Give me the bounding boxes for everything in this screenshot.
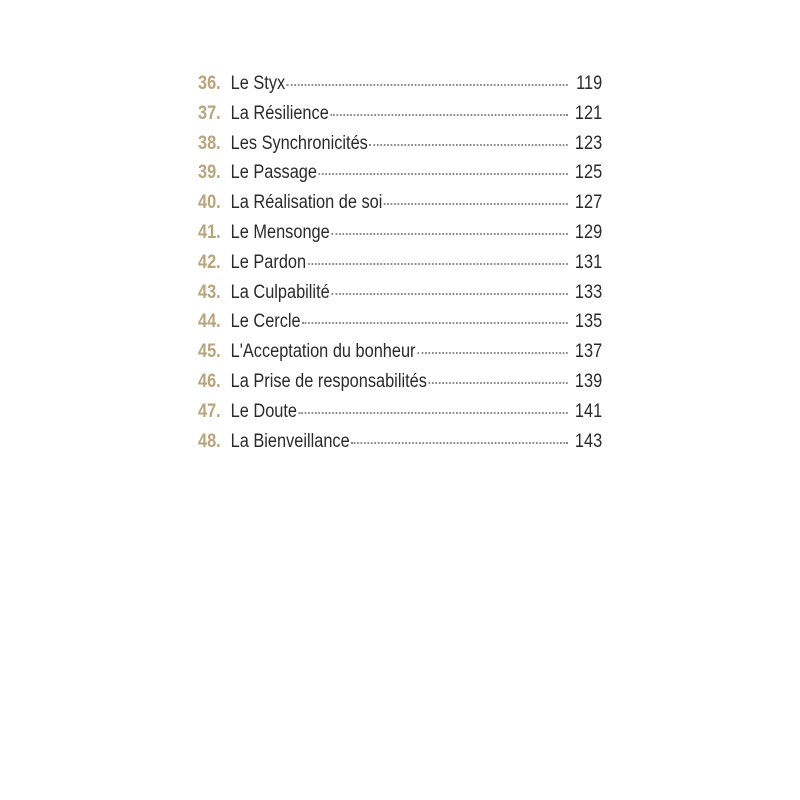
dot-leader (331, 233, 567, 235)
entry-page-number: 119 (576, 73, 603, 94)
entry-page-number: 135 (574, 311, 603, 333)
entry-number: 43. (198, 281, 221, 303)
entry-number: 40. (198, 192, 221, 214)
entry-title: Les Synchronicités (230, 132, 368, 154)
toc-entry[interactable] (198, 252, 602, 282)
entry-page-number: 127 (574, 192, 603, 214)
entry-title: La Résilience (230, 102, 329, 124)
toc-entry[interactable] (198, 282, 602, 312)
dot-leader (370, 144, 568, 146)
entry-page-number: 139 (574, 370, 603, 392)
dot-leader (331, 293, 567, 295)
toc-entry[interactable] (198, 162, 602, 192)
dot-leader (351, 442, 567, 444)
dot-leader (331, 114, 568, 116)
table-of-contents (198, 73, 602, 460)
toc-entry[interactable] (198, 401, 602, 431)
entry-page-number: 141 (574, 400, 603, 422)
entry-page-number: 125 (574, 162, 603, 184)
entry-title: Le Styx (230, 73, 286, 94)
entry-page-number: 121 (574, 102, 603, 124)
entry-page-number: 133 (574, 281, 603, 303)
toc-entry[interactable] (198, 311, 602, 341)
dot-leader (417, 352, 568, 354)
dot-leader (302, 322, 567, 324)
entry-title: Le Pardon (230, 251, 307, 273)
toc-entry[interactable] (198, 103, 602, 133)
dot-leader (308, 263, 568, 265)
entry-page-number: 131 (574, 251, 603, 273)
entry-number: 42. (198, 251, 221, 273)
entry-title: Le Cercle (230, 311, 301, 333)
entry-number: 41. (198, 221, 221, 243)
entry-page-number: 129 (574, 221, 603, 243)
dot-leader (287, 84, 568, 86)
entry-title: La Prise de responsabilités (230, 370, 427, 392)
entry-number: 45. (198, 341, 221, 363)
toc-entry[interactable] (198, 133, 602, 163)
toc-entry[interactable] (198, 192, 602, 222)
entry-number: 38. (198, 132, 221, 154)
dot-leader (384, 203, 568, 205)
dot-leader (429, 382, 568, 384)
toc-entry[interactable] (198, 341, 602, 371)
entry-title: La Culpabilité (230, 281, 330, 303)
entry-title: Le Mensonge (230, 221, 330, 243)
entry-page-number: 123 (574, 132, 603, 154)
entry-number: 37. (198, 102, 221, 124)
toc-entry[interactable] (198, 222, 602, 252)
entry-number: 48. (198, 430, 221, 452)
entry-title: Le Passage (230, 162, 317, 184)
toc-entry[interactable] (198, 431, 602, 461)
entry-page-number: 143 (574, 430, 603, 452)
entry-number: 46. (198, 370, 221, 392)
entry-number: 39. (198, 162, 221, 184)
entry-page-number: 137 (574, 341, 603, 363)
entry-title: Le Doute (230, 400, 298, 422)
toc-entry[interactable] (198, 371, 602, 401)
entry-title: La Réalisation de soi (230, 192, 383, 214)
entry-number: 44. (198, 311, 221, 333)
entry-title: La Bienveillance (230, 430, 350, 452)
dot-leader (299, 412, 568, 414)
entry-number: 47. (198, 400, 221, 422)
entry-number: 36. (198, 73, 221, 94)
toc-entry[interactable] (198, 73, 602, 103)
dot-leader (319, 173, 568, 175)
entry-title: L'Acceptation du bonheur (230, 341, 416, 363)
